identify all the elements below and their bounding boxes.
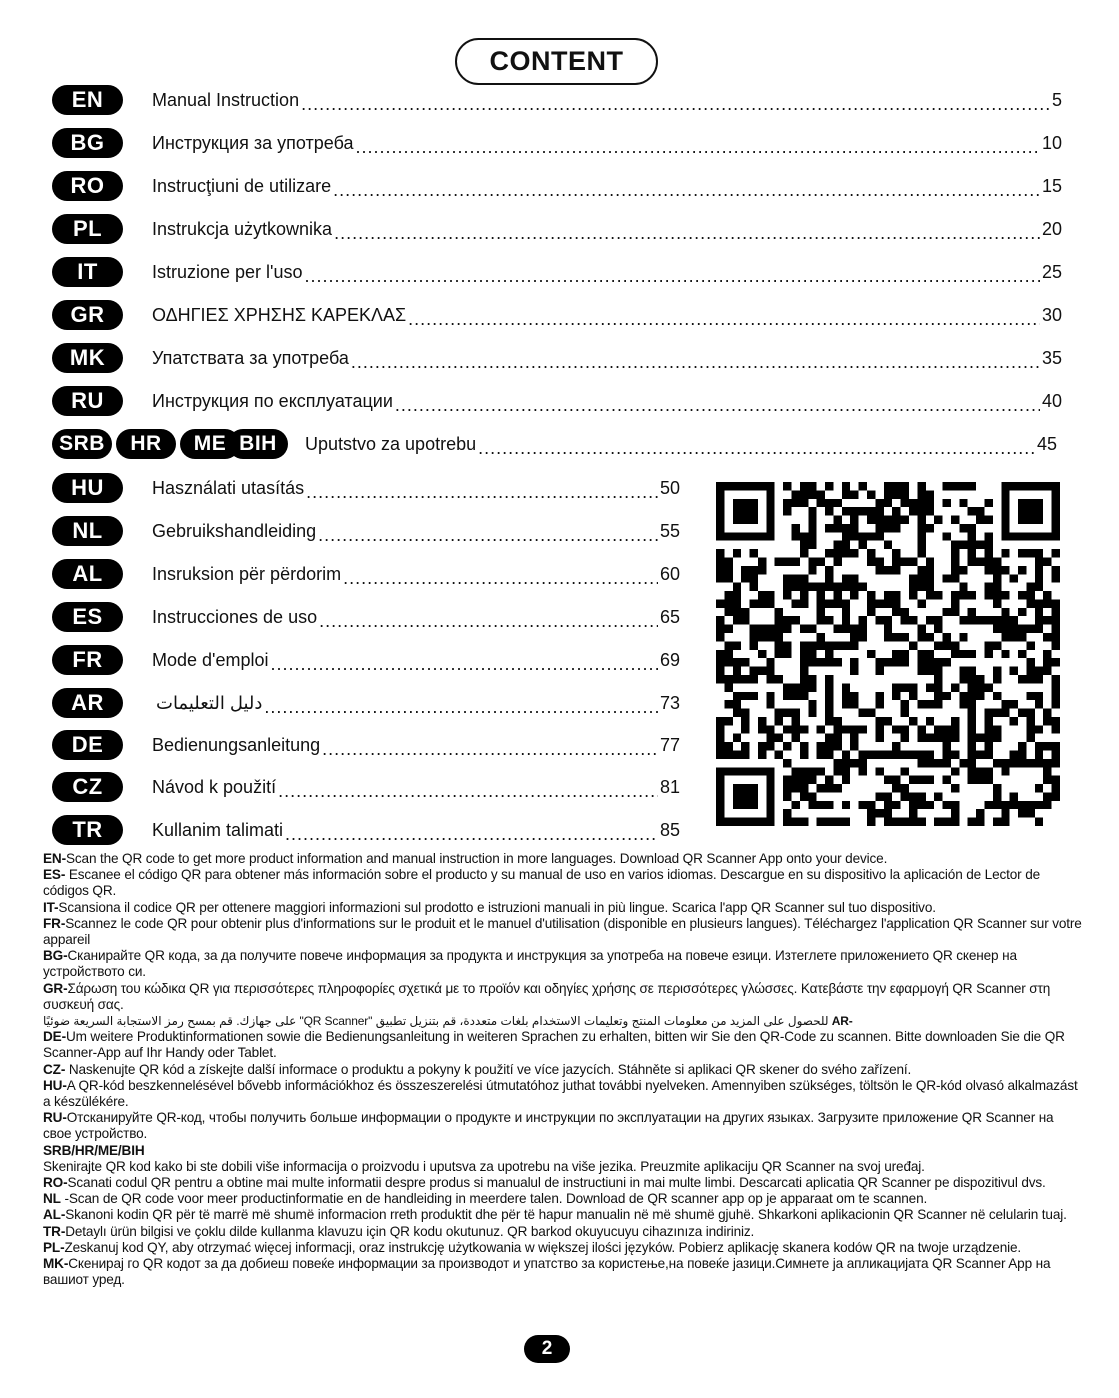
toc-row-fr[interactable] <box>52 643 680 677</box>
language-badge: NL <box>52 516 123 546</box>
note-ro: RO-Scanati codul QR pentru a obtine mai multe informatii despre produs si manualul de instructiuni in mai multe limbi. Descarcati aplicatia QR Scanner pe dispozitivul dvs. <box>43 1175 1046 1191</box>
toc-page: 60 <box>659 563 680 584</box>
toc-row-es[interactable] <box>52 600 680 634</box>
note-ar: AR- للحصول على المزيد من معلومات المنتج وتعليمات الاستخدام بلغات متعددة، قم بتنزيل تطبيق "QR Scanner" على جهازك. قم بمسح رمز الاستجابة السريعة ضوئيًا <box>43 1014 853 1029</box>
toc-page: 20 <box>1041 218 1062 239</box>
language-badge: EN <box>52 85 123 115</box>
toc-row-tr[interactable] <box>52 813 680 847</box>
page-number: 2 <box>524 1335 570 1363</box>
toc-page: 5 <box>1051 89 1062 110</box>
language-badge: SRB <box>52 429 112 459</box>
language-badge: ME <box>180 429 240 459</box>
toc-page: 50 <box>659 477 680 498</box>
toc-label: دليل التعليمات <box>156 692 263 713</box>
toc-row-mk[interactable] <box>52 341 1062 375</box>
toc-row-ar[interactable] <box>52 686 680 720</box>
note-es: ES- Escanee el código QR para obtener más información sobre el producto y su manual de uso en varios idiomas. Descargue en su dispositivo la aplicación de Lector de códigos QR. <box>43 867 1041 899</box>
toc-label: Manual Instruction <box>152 89 300 110</box>
language-badge: GR <box>52 300 123 330</box>
language-badge: BG <box>52 128 123 158</box>
toc-label: Bedienungsanleitung <box>152 734 321 755</box>
toc-label: Instrucciones de uso <box>152 606 318 627</box>
language-badge: HR <box>116 429 176 459</box>
toc-row-bg[interactable] <box>52 126 1062 160</box>
toc-row-en[interactable] <box>52 83 1062 117</box>
note-cz: CZ- Naskenujte QR kód a získejte další informace o produktu a pokyny k použití ve více jazycích. Stáhněte si aplikaci QR skener do svého zařízení. <box>43 1061 912 1077</box>
language-badge: HU <box>52 473 123 503</box>
language-badge: RU <box>52 386 123 416</box>
toc-row-cz[interactable] <box>52 770 680 804</box>
toc-row-srb-hr-me-bih[interactable] <box>52 427 1057 461</box>
toc-label: Uputstvo za upotrebu <box>305 433 477 454</box>
toc-page: 45 <box>1036 433 1057 454</box>
qr-modules <box>716 482 1060 826</box>
toc-label: Insruksion për përdorim <box>152 563 342 584</box>
qr-instructions <box>43 851 1083 1288</box>
toc-row-it[interactable] <box>52 255 1062 289</box>
toc-label: Návod k použití <box>152 776 277 797</box>
toc-page: 10 <box>1041 132 1062 153</box>
language-badge: PL <box>52 214 123 244</box>
note-srb: Skenirajte QR kod kako bi ste dobili više informacija o proizvodu i uputsva za upotrebu na više jezika. Preuzmite aplikaciju QR Scanner na svoj uređaj. <box>43 1158 925 1174</box>
toc-label: ΟΔΗΓΙΕΣ ΧΡΗΣΗΣ ΚΑΡΕΚΛΑΣ <box>152 304 407 325</box>
language-badge: DE <box>52 730 123 760</box>
qr-code[interactable] <box>716 480 1060 828</box>
toc-page: 81 <box>659 776 680 797</box>
toc-label: Mode d'emploi <box>152 649 269 670</box>
note-fr: FR-Scannez le code QR pour obtenir plus d'informations sur le produit et le manuel d'utilisation (disponible en plusieurs langues). Téléchargez l'application QR Scanner sur votre appareil <box>43 915 1082 948</box>
note-al: AL-Skanoni kodin QR për të marrë më shumë informacion rreth produktit dhe për të hapur manualin në më shumë gjuhë. Shkarkoni aplikacionin QR Scanner në celularin tuaj. <box>43 1207 1067 1223</box>
toc-page: 35 <box>1041 347 1062 368</box>
note-de: DE-Um weitere Produktinformationen sowie die Bedienungsanleitung in weiteren Sprachen zu erhalten, bitten wir Sie den QR-Code zu scannen. Bitte downloaden Sie die QR Scanner-App auf Ihr Handy oder Tablet. <box>43 1029 1065 1061</box>
toc-label: Instrukcja użytkownika <box>152 218 333 239</box>
toc-row-al[interactable] <box>52 557 680 591</box>
language-badge: ES <box>52 602 123 632</box>
toc-page: 69 <box>659 649 680 670</box>
toc-label: Gebruikshandleiding <box>152 520 317 541</box>
language-badge: BIH <box>228 429 288 459</box>
toc-row-hu[interactable] <box>52 471 680 505</box>
note-mk: MK-Скенирај го QR кодот за да добиеш повеќе информации за производот и упатство за користење,на повеќе јазици.Симнете ја апликацијата QR Scanner App на вашиот уред. <box>43 1256 1051 1288</box>
toc-label: Istruzione per l'uso <box>152 261 303 282</box>
toc-page: 15 <box>1041 175 1062 196</box>
note-en: EN-Scan the QR code to get more product information and manual instruction in more languages. Download QR Scanner App onto your device. <box>43 851 888 866</box>
toc-label: Инструкция по експлуатации <box>152 390 393 411</box>
note-tr: TR-Detaylı ürün bilgisi ve çoklu dilde kullanma klavuzu için QR kodu okutunuz. QR barkod okuyucuyu cihazınıza indiriniz. <box>43 1223 755 1239</box>
note-it: IT-Scansiona il codice QR per ottenere maggiori informazioni sul prodotto e istruzioni manuali in più lingue. Scarica l'app QR Scanner sul tuo dispositivo. <box>43 899 936 915</box>
note-pl: PL-Zeskanuj kod QY, aby otrzymać więcej informacji, oraz instrukcję użytkowania w większej ilości języków. Pobierz aplikację skanera kodów QR na twoje urządzenie. <box>43 1239 1022 1255</box>
note-ru: RU-Отсканируйте QR-код, чтобы получить больше информации о продукте и инструкции по эксплуатации на других языках. Загрузите приложение QR Scanner на свое устройство. <box>43 1110 1054 1142</box>
toc-page: 25 <box>1041 261 1062 282</box>
language-badge: IT <box>52 257 123 287</box>
note-srb-heading: SRB/HR/ME/BIH <box>43 1142 145 1158</box>
toc-row-de[interactable] <box>52 728 680 762</box>
toc-page: 85 <box>659 819 680 840</box>
toc-page: 30 <box>1041 304 1062 325</box>
toc-row-pl[interactable] <box>52 212 1062 246</box>
language-badge: CZ <box>52 772 123 802</box>
toc-row-ru[interactable] <box>52 384 1062 418</box>
language-badge: MK <box>52 343 123 373</box>
language-badge: TR <box>52 815 123 845</box>
toc-page: 73 <box>659 692 680 713</box>
language-badge: FR <box>52 645 123 675</box>
toc-row-gr[interactable] <box>52 298 1062 332</box>
toc-label: Használati utasítás <box>152 477 305 498</box>
toc-row-nl[interactable] <box>52 514 680 548</box>
toc-page: 77 <box>659 734 680 755</box>
toc-page: 40 <box>1041 390 1062 411</box>
toc-label: Инструкция за употреба <box>152 132 354 153</box>
page-title: CONTENT <box>455 38 658 85</box>
note-gr: GR-Σάρωση του κώδικα QR για περισσότερες πληροφορίες σχετικά με το προϊόν και οδηγίες χρήσης σε περισσότερες γλώσσες. Κατεβάστε την εφαρμογή QR Scanner στη συσκευή σας. <box>43 980 1051 1012</box>
toc-page: 55 <box>659 520 680 541</box>
language-badge: AR <box>52 688 123 718</box>
language-badge: RO <box>52 171 123 201</box>
note-nl: NL -Scan de QR code voor meer productinformatie en de handleiding in meerdere talen. Download de QR scanner app op je apparaat om te scannen. <box>43 1191 928 1207</box>
toc-row-ro[interactable] <box>52 169 1062 203</box>
toc-page: 65 <box>659 606 680 627</box>
qr-code-image <box>716 480 1060 828</box>
note-bg: BG-Сканирайте QR кода, за да получите повече информация за продукта и инструкция за употреба на повече езици. Изтеглете приложението QR скенер на устройството си. <box>43 948 1017 980</box>
note-hu: HU-A QR-kód beszkennelésével bővebb információkhoz és összeszerelési útmutatóhoz juthat további nyelveken. Amennyiben szükséges, töltsön le QR-kód olvasó alkalmazást a készülékére. <box>43 1077 1078 1110</box>
toc-label: Instrucţiuni de utilizare <box>152 175 332 196</box>
language-badge: AL <box>52 559 123 589</box>
toc-label: Упатствата за употреба <box>152 347 349 368</box>
toc-label: Kullanim talimati <box>152 819 284 840</box>
